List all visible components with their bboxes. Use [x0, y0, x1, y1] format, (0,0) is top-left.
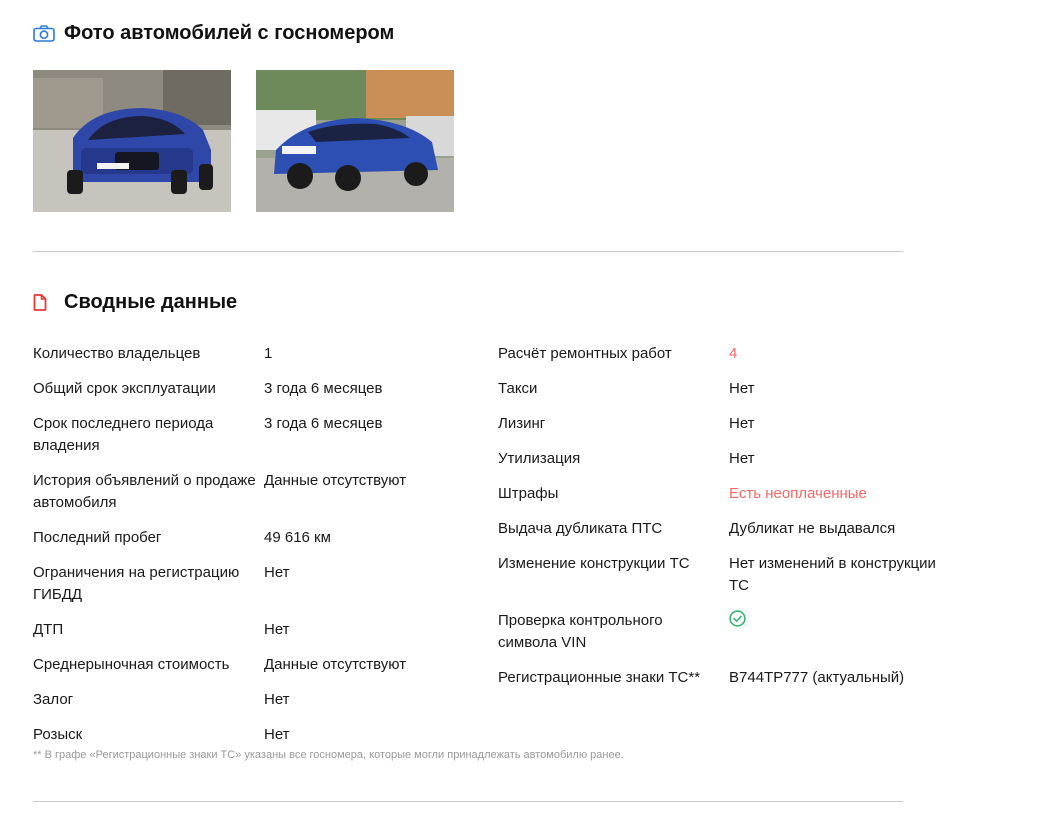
row-value: Нет — [264, 691, 290, 708]
row-label: Ограничения на регистрацию ГИБДД — [33, 564, 240, 603]
row-registration-restrictions — [33, 559, 473, 616]
row-value: 3 года 6 месяцев — [264, 415, 383, 432]
row-value: В744ТР777 (актуальный) — [729, 669, 905, 686]
row-label: История объявлений о продаже автомобиля — [33, 472, 256, 511]
row-value: Нет — [729, 415, 755, 432]
row-value: Нет — [264, 564, 290, 581]
row-label: Расчёт ремонтных работ — [498, 345, 672, 362]
row-accidents — [33, 616, 473, 651]
row-construction-change — [498, 550, 938, 607]
row-value: 3 года 6 месяцев — [264, 380, 383, 397]
row-repair-calc — [498, 340, 938, 375]
row-pledge — [33, 686, 473, 721]
row-leasing — [498, 410, 938, 445]
row-value: Нет изменений в конструкции ТС — [729, 555, 936, 594]
row-value: Нет — [729, 380, 755, 397]
camera-icon — [33, 24, 57, 44]
row-value: Дубликат не выдавался — [729, 520, 896, 537]
fines-link[interactable]: Есть неоплаченные — [729, 485, 867, 502]
row-label: Срок последнего периода владения — [33, 415, 214, 454]
row-value — [729, 610, 938, 654]
row-value: Данные отсутствуют — [264, 656, 407, 673]
row-label: Такси — [498, 380, 538, 397]
row-fines — [498, 480, 938, 515]
row-label: Изменение конструкции ТС — [498, 555, 690, 572]
row-value: Нет — [264, 621, 290, 638]
row-label: Количество владельцев — [33, 345, 201, 362]
row-value: 1 — [264, 345, 273, 362]
row-pts-duplicate — [498, 515, 938, 550]
row-label: Лизинг — [498, 415, 546, 432]
document-icon — [33, 293, 57, 313]
check-circle-icon — [729, 612, 746, 629]
row-label: Среднерыночная стоимость — [33, 656, 230, 673]
row-scrapping — [498, 445, 938, 480]
row-plates — [498, 664, 938, 699]
row-market-price — [33, 651, 473, 686]
row-label: Проверка контрольного символа VIN — [498, 612, 663, 651]
car-photo-front[interactable] — [33, 70, 231, 212]
photos-section-title — [33, 22, 394, 45]
summary-left-column — [33, 340, 473, 756]
summary-title-text: Сводные данные — [64, 291, 238, 313]
row-label: Выдача дубликата ПТС — [498, 520, 663, 537]
row-label: Штрафы — [498, 485, 559, 502]
summary-section-title — [33, 291, 237, 314]
row-vin-check — [498, 607, 938, 664]
section-divider — [33, 251, 903, 252]
car-photo-rear[interactable] — [256, 70, 454, 212]
row-value: Нет — [729, 450, 755, 467]
footnote: ** В графе «Регистрационные знаки ТС» указаны все госномера, которые могли принадлежать автомобилю ранее. — [33, 749, 624, 761]
row-label: Последний пробег — [33, 529, 162, 546]
repair-count-link[interactable]: 4 — [729, 345, 738, 362]
row-last-ownership — [33, 410, 473, 467]
row-mileage — [33, 524, 473, 559]
row-total-usage — [33, 375, 473, 410]
summary-right-column — [498, 340, 938, 699]
row-label: Регистрационные знаки ТС** — [498, 669, 701, 686]
row-value: 49 616 км — [264, 529, 331, 546]
row-ads-history — [33, 467, 473, 524]
row-owners-count — [33, 340, 473, 375]
row-value: Нет — [264, 726, 290, 743]
row-label: Розыск — [33, 726, 83, 743]
row-label: ДТП — [33, 621, 64, 638]
row-taxi — [498, 375, 938, 410]
row-label: Общий срок эксплуатации — [33, 380, 216, 397]
section-divider — [33, 801, 903, 802]
row-label: Утилизация — [498, 450, 581, 467]
photos-title-text: Фото автомобилей с госномером — [64, 22, 395, 44]
row-value: Данные отсутствуют — [264, 472, 407, 489]
row-label: Залог — [33, 691, 74, 708]
